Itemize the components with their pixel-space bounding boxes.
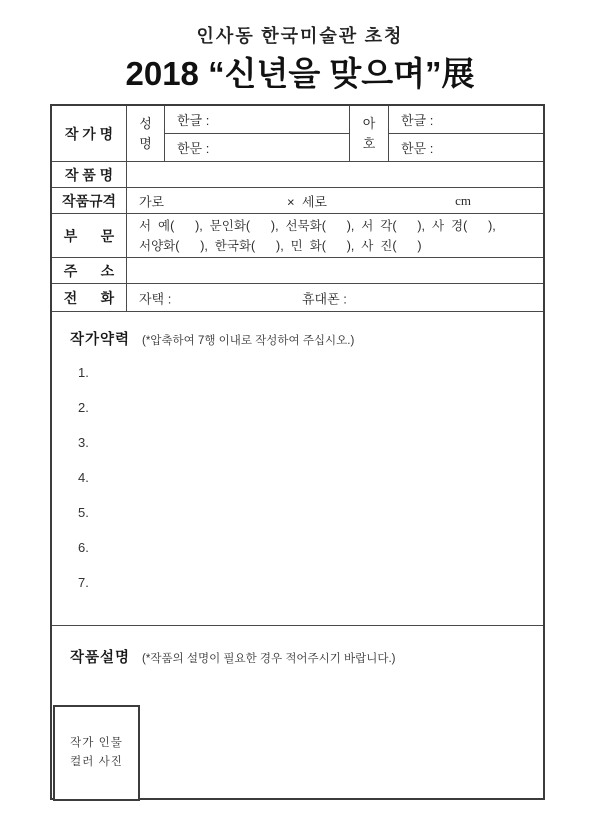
description-label: 작품설명 — [70, 650, 131, 666]
description-section — [52, 626, 543, 802]
artwork-title-field — [127, 162, 543, 187]
category-options-line2: 서양화( ), 한국화( ), 민 화( ), 사 진( ) — [139, 238, 422, 253]
penname-hangul-field: 한글 : — [389, 106, 543, 134]
artwork-size-field — [127, 188, 543, 213]
category-label: 부 문 — [52, 214, 127, 257]
row-artwork-size — [52, 188, 543, 214]
penname-char-bottom: 호 — [362, 135, 376, 151]
phone-fields — [127, 284, 543, 311]
bio-line-6: 6. — [78, 540, 89, 555]
row-phone — [52, 284, 543, 312]
size-unit-label: cm — [455, 192, 471, 208]
bio-line-7: 7. — [78, 575, 89, 590]
name-char-top: 성 — [139, 115, 152, 131]
name-hangul-field: 한글 : — [165, 106, 349, 134]
exhibition-subtitle: 인사동 한국미술관 초청 — [196, 26, 404, 46]
penname-fields — [389, 106, 543, 161]
bio-line-1: 1. — [78, 365, 89, 380]
row-artwork-title — [52, 162, 543, 188]
bio-numbered-lines — [70, 365, 543, 610]
description-header — [70, 646, 543, 667]
name-hanja-field: 한문 : — [177, 141, 210, 156]
address-label: 주 소 — [52, 258, 127, 283]
artist-photo-box — [53, 705, 140, 801]
phone-label: 전 화 — [52, 284, 127, 311]
category-options-line1: 서 예( ), 문인화( ), 선묵화( ), 서 각( ), 사 경( ), — [139, 218, 496, 233]
artwork-size-label: 작품규격 — [52, 188, 127, 213]
photo-box-line1: 작가 인물 — [70, 737, 123, 749]
artwork-title-label: 작 품 명 — [52, 162, 127, 187]
bio-label: 작가약력 — [70, 332, 131, 348]
name-char-bottom: 명 — [139, 135, 152, 151]
row-category — [52, 214, 543, 258]
row-artist-name — [52, 106, 543, 162]
bio-line-2: 2. — [78, 400, 89, 415]
exhibition-title: 2018 “신년을 맞으며”展 — [125, 55, 475, 92]
bio-note: (*압축하여 7행 이내로 작성하여 주십시오.) — [142, 335, 355, 347]
penname-vertical-label — [350, 106, 389, 161]
category-options — [127, 214, 543, 257]
penname-hanja-field: 한문 : — [401, 141, 434, 156]
bio-section — [52, 312, 543, 626]
bio-line-3: 3. — [78, 435, 89, 450]
row-address — [52, 258, 543, 284]
photo-box-line2: 컬러 사진 — [70, 756, 123, 768]
size-width-label: 가로 — [139, 194, 165, 209]
penname-char-top: 아 — [362, 115, 376, 131]
name-vertical-label — [127, 106, 165, 161]
description-note: (*작품의 설명이 필요한 경우 적어주시기 바랍니다.) — [142, 653, 396, 665]
artist-name-label: 작 가 명 — [52, 106, 127, 161]
name-fields — [165, 106, 350, 161]
application-form-table — [50, 104, 545, 800]
address-field — [127, 258, 543, 283]
bio-line-4: 4. — [78, 470, 89, 485]
size-times-height-label: × 세로 — [287, 194, 327, 209]
bio-line-5: 5. — [78, 505, 89, 520]
phone-home-label: 자택 : — [139, 291, 172, 306]
bio-header — [70, 328, 543, 349]
phone-mobile-label: 휴대폰 : — [302, 291, 347, 306]
